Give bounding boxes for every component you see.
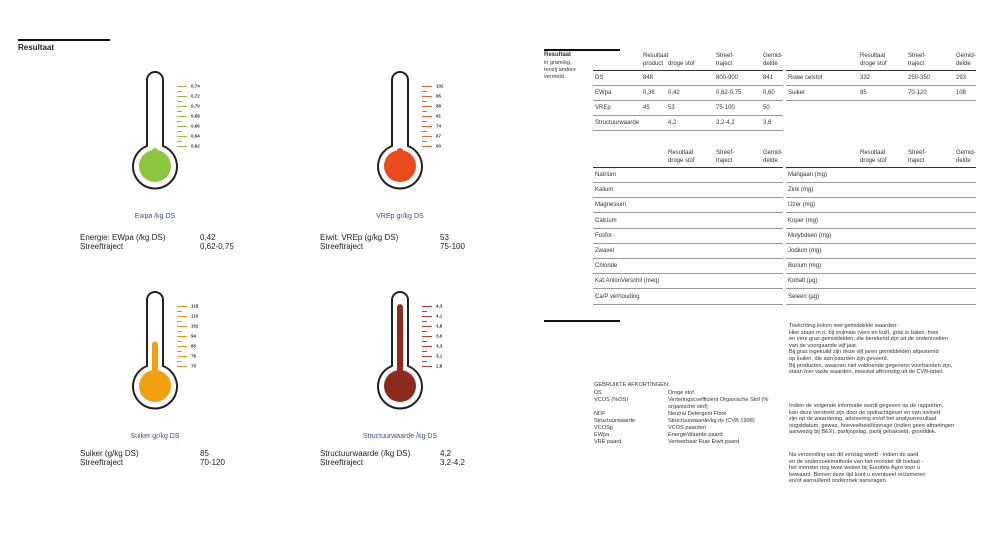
value-label: Streeftraject [320,458,364,467]
scale-minor-tick [177,141,182,142]
table2-right-row-name: Borium (mg) [788,263,822,270]
table1-cell: 50 [763,105,770,111]
table2-row-rule [593,197,783,198]
scale-minor-tick [177,321,182,322]
abbrev-key: VRE paard [594,439,622,445]
scale-tick [177,106,187,107]
table2-right-row-rule [786,304,976,305]
table1-row-rule [593,115,783,116]
table2-row-rule [593,304,783,305]
table2-right-row-rule [786,273,976,274]
note-paragraph: Indien de volgende informatie wordt gegeven op de rapporten, kan deze verstrekt zijn door de opdrachtgever en van invloed zijn op de waardering, advisering en/of het analyseresultaat oogstdatum, gewas, hoeveelheid/tonnage (indien geen afmetingen aanwezig bij BEX), partijopslag, partij gehakseld, gronddek. [789,403,955,436]
table1-cell: 75-100 [716,105,735,111]
scale-minor-tick [422,141,427,142]
scale-suiker [177,303,217,369]
value-number: 3,2-4,2 [440,458,465,467]
scale-tick [177,96,187,97]
value-number: 4,2 [440,449,452,458]
table1-header: Streef- [716,53,735,59]
table-side-subtitle: vermeld. [544,74,566,80]
value-label: Energie: EWpa (/kg DS) [80,233,166,242]
scale-vrep [422,83,462,149]
table1-header: Gemid- [763,53,783,59]
table2-right-row-rule [786,182,976,183]
table1-right-cell: 70-120 [908,90,927,96]
table2-header-right: Streef- [908,150,927,156]
table1-row-name: DS [595,75,604,81]
table2-row-name: Natrium [595,172,617,178]
scale-label: 3,1 [436,353,443,359]
scale-minor-tick [177,361,182,362]
table2-row-name: Magnesium [595,202,627,209]
table2-right-row-rule [786,258,976,259]
table2-row-rule [593,182,783,183]
table2-header: Resultaat [668,150,694,156]
scale-label: 78 [191,353,197,359]
table1-right-cell: 332 [860,75,871,81]
abbrev-key: NDF [594,411,606,417]
table2-right-row-name: Molybdeen (mg) [788,232,832,239]
table1-row-name: VREp [595,105,611,111]
table1-cell: 53 [668,105,675,111]
scale-tick [422,116,432,117]
note-paragraph: Toelichting kolom met gemiddelde waarden: Hier staan m.n. bij snijmais (vers en kuil), gras in balen, hooi en vers gras gemiddelden, die berekend zijn uit de onderzoeken van de voorgaande vijf jaar. Bij gras ingekuild zijn deze vijf jaren gemiddelden afgestemd op kuilen, die aan paarden zijn gevoerd. Bij producten, waarvan niet voldoende gegevens voorhanden zijn, staan hier vaste waarden, meestal afkomstig uit de CVB-tabel. [789,323,953,376]
scale-label: 0,70 [191,103,200,109]
scale-label: 118 [191,303,199,309]
table1-cell: 0,62-0,75 [716,90,742,96]
value-row [320,233,449,242]
table1-header: traject [716,61,733,67]
scale-tick [177,356,187,357]
scale-tick [422,126,432,127]
scale-minor-tick [422,311,427,312]
table2-header: Gemid- [763,150,783,156]
abbrev-value: Verteerbaar Ruw Eiwit paard [668,439,740,445]
scale-tick [177,126,187,127]
scale-tick [422,146,432,147]
scale-label: 4,1 [436,313,443,319]
scale-minor-tick [422,101,427,102]
table2-right-row-name: Seleen (µg) [788,293,820,300]
table2-header: delde [763,158,778,164]
value-row [320,449,451,458]
table1-right-row-name: Ruwe celstof [788,75,823,81]
thermometer-structuur [370,288,430,420]
table1-row-rule [593,85,783,86]
table1-header: delde [763,61,778,67]
table2-row-name: Calcium [595,217,617,224]
thermometer-caption: VREp gr/kg DS [376,213,424,220]
notes-rule [544,320,620,322]
table2-row-name: Fosfor [595,232,613,239]
table1-cell: 0,60 [763,90,775,96]
value-row [80,242,234,251]
value-label: Eiwit: VREp (g/kg DS) [320,233,399,242]
table2-row-rule [593,288,783,289]
table1-header: product [643,61,664,67]
table2-header-right: Resultaat [860,150,886,156]
table2-right-row-rule [786,212,976,213]
scale-label: 3,6 [436,333,443,339]
value-label: Suiker (g/kg DS) [80,449,139,458]
table1-header-right: droge stof [860,61,887,67]
thermometer-column [152,342,158,378]
table1-right-cell: 85 [860,90,867,96]
value-row [80,458,225,467]
scale-tick [422,86,432,87]
table2-row-rule [593,243,783,244]
table2-right-row-name: Mangaan (mg) [788,172,828,178]
table2-header: Streef- [716,150,735,156]
thermometer-column [152,148,158,158]
table1-right-row-rule [786,100,976,101]
table1-right-cell: 108 [956,90,967,96]
table2-header-right: traject [908,158,925,164]
scale-minor-tick [177,91,182,92]
scale-minor-tick [422,351,427,352]
value-number: 70-120 [200,458,225,467]
scale-minor-tick [177,341,182,342]
table1-cell: 848 [643,75,654,81]
table2-row-rule [593,228,783,229]
scale-label: 0,72 [191,93,200,99]
scale-label: 102 [436,83,444,89]
abbrev-title: GEBRUIKTE AFKORTINGEN: [594,382,670,388]
value-label: Streeftraject [320,242,364,251]
scale-tick [177,346,187,347]
table2-right-row-rule [786,288,976,289]
table2-row-rule [593,212,783,213]
scale-tick [422,356,432,357]
scale-label: 0,64 [191,133,200,139]
table1-cell: 841 [763,75,774,81]
scale-label: 74 [436,123,442,129]
scale-label: 0,66 [191,123,200,129]
table2-row-name: Kalium [595,187,614,194]
thermometer-column [397,148,403,158]
scale-label: 0,74 [191,83,200,89]
scale-minor-tick [177,101,182,102]
scale-tick [422,96,432,97]
table2-header-right: droge stof [860,158,887,164]
value-row [320,242,465,251]
scale-label: 3,3 [436,343,443,349]
table1-right-cell: 250-350 [908,75,931,81]
thermometer-vrep [370,68,430,200]
scale-minor-tick [177,331,182,332]
scale-tick [177,116,187,117]
table1-right-row-name: Suiker [788,90,806,96]
abbrev-value: Structuurwaarde/kg ds (CVB 1998) [668,418,755,424]
table1-cell: 800-900 [716,75,739,81]
scale-minor-tick [177,311,182,312]
table2-right-row-name: IJzer (mg) [788,202,815,209]
table-rule [544,49,620,51]
scale-tick [422,336,432,337]
table2-header: droge stof [668,158,695,164]
table1-cell: 3,6 [763,120,772,126]
table1-header-right: delde [956,61,971,67]
table1-row-name: Structuurwaarde [595,120,640,126]
value-number: 0,62-0,75 [200,242,234,251]
scale-tick [422,136,432,137]
abbrev-key: VCOSp [594,425,613,431]
value-label: Streeftraject [80,458,124,467]
scale-tick [177,306,187,307]
table1-cell: 0,36 [643,90,655,96]
scale-tick [422,366,432,367]
scale-label: 81 [436,113,442,119]
table1-cell: 45 [643,105,650,111]
table1-cell: 4,2 [668,120,677,126]
scale-minor-tick [422,361,427,362]
value-row [80,449,209,458]
abbrev-key: Structuurwaarde [594,418,636,424]
abbrev-value: Neutral Detergent Fibre [668,411,727,417]
table1-row-name: EWpa [595,90,612,96]
table2-right-row-rule [786,228,976,229]
table2-row-name: Chloride [595,263,618,270]
title-rule [18,39,110,41]
table1-header: Resultaat [643,53,669,59]
note-paragraph: Na verzending van dit verslag wordt - indien de aard en de onderzoekmethode van het monster dit toelaat - het monster nog twee weken bij Eurofins Agro voor u bewaard. Binnen deze tijd kunt u eventueel reclameren en/of aanvullend onderzoek aanvragen. [789,452,926,485]
scale-minor-tick [177,121,182,122]
value-number: 0,42 [200,233,216,242]
thermometer-suiker [125,288,185,420]
table2-right-row-name: Koper (mg) [788,217,819,224]
scale-minor-tick [422,131,427,132]
scale-label: 94 [191,333,197,339]
scale-tick [422,346,432,347]
scale-label: 110 [191,313,199,319]
table-side-subtitle: tenzij anders [544,67,576,73]
thermometer-caption: Suiker gr/kg DS [130,433,180,440]
scale-label: 60 [436,143,442,149]
scale-label: 0,62 [191,143,200,149]
value-row [80,233,216,242]
table1-header-rule [593,70,783,71]
scale-minor-tick [422,321,427,322]
abbrev-key: VCOS (%OS) [594,397,629,403]
table1-right-row-rule [786,85,976,86]
scale-label: 3,8 [436,323,443,329]
scale-minor-tick [422,91,427,92]
scale-minor-tick [422,111,427,112]
value-label: Structuurwaarde (/kg DS) [320,449,411,458]
scale-tick [177,336,187,337]
scale-label: 70 [191,363,197,369]
abbrev-value: Verteringscoëfficiënt Organische Stof (% organische stof) [668,397,769,410]
table1-header-right: Resultaat [860,53,886,59]
table2-header-right: Gemid- [956,150,976,156]
table2-header-rule [593,167,783,168]
scale-label: 0,68 [191,113,200,119]
scale-label: 4,3 [436,303,443,309]
table2-row-name: Kat.AnionVerschil (meq) [595,278,660,285]
table1-header: droge stof [668,61,695,67]
scale-tick [177,86,187,87]
table1-cell: 0,42 [668,90,680,96]
scale-minor-tick [422,341,427,342]
table2-row-rule [593,258,783,259]
table1-header-right: Gemid- [956,53,976,59]
scale-label: 67 [436,133,442,139]
scale-tick [177,146,187,147]
table1-header-right: traject [908,61,925,67]
table2-right-row-name: Zink (mg) [788,187,814,194]
scale-minor-tick [422,121,427,122]
scale-ewpa [177,83,217,149]
thermometer-caption: Ewpa /kg DS [134,213,176,220]
table2-header-right: delde [956,158,971,164]
scale-tick [177,326,187,327]
value-row [320,458,465,467]
scale-minor-tick [177,351,182,352]
scale-label: 2,8 [436,363,443,369]
scale-tick [422,326,432,327]
table2-right-row-rule [786,197,976,198]
abbrev-key: EWpa [594,432,610,438]
value-number: 85 [200,449,209,458]
scale-minor-tick [177,111,182,112]
scale-minor-tick [422,331,427,332]
table2-row-rule [593,273,783,274]
scale-tick [177,366,187,367]
value-number: 75-100 [440,242,465,251]
scale-tick [422,106,432,107]
abbrev-value: Droge stof [668,390,694,396]
table1-row-rule [593,130,783,131]
scale-minor-tick [177,131,182,132]
abbrev-key: DS [594,390,602,396]
scale-label: 95 [436,93,442,99]
abbrev-value: EnergieWaarde paard [668,432,723,438]
table2-right-row-name: Jodium (mg) [788,248,822,254]
table2-right-header-rule [786,167,976,168]
page-title: Resultaat [18,43,55,52]
scale-label: 102 [191,323,199,329]
scale-tick [422,306,432,307]
table-side-subtitle: in gram/kg, [544,60,572,66]
value-number: 53 [440,233,449,242]
table2-header: traject [716,158,733,164]
scale-structuur [422,303,462,369]
table1-cell: 3,2-4,2 [716,120,735,126]
table1-row-rule [593,100,783,101]
scale-label: 86 [191,343,197,349]
value-label: Streeftraject [80,242,124,251]
scale-tick [177,316,187,317]
scale-tick [177,136,187,137]
scale-tick [422,316,432,317]
thermometer-caption: Structuurwaarde /kg DS [362,433,438,440]
table1-header-right: Streef- [908,53,927,59]
table2-row-name: Ca/P verhouding [595,293,640,300]
thermometer-column [397,304,403,378]
table2-right-row-rule [786,243,976,244]
table-side-title: Resultaat [544,52,572,58]
table1-right-header-rule [786,70,976,71]
abbrev-value: VCOS paarden [668,425,706,431]
table2-right-row-name: Kobalt (µg) [788,278,818,285]
table1-right-cell: 293 [956,75,967,81]
thermometer-ewpa [125,68,185,200]
scale-label: 88 [436,103,442,109]
table2-row-name: Zwavel [595,248,615,254]
